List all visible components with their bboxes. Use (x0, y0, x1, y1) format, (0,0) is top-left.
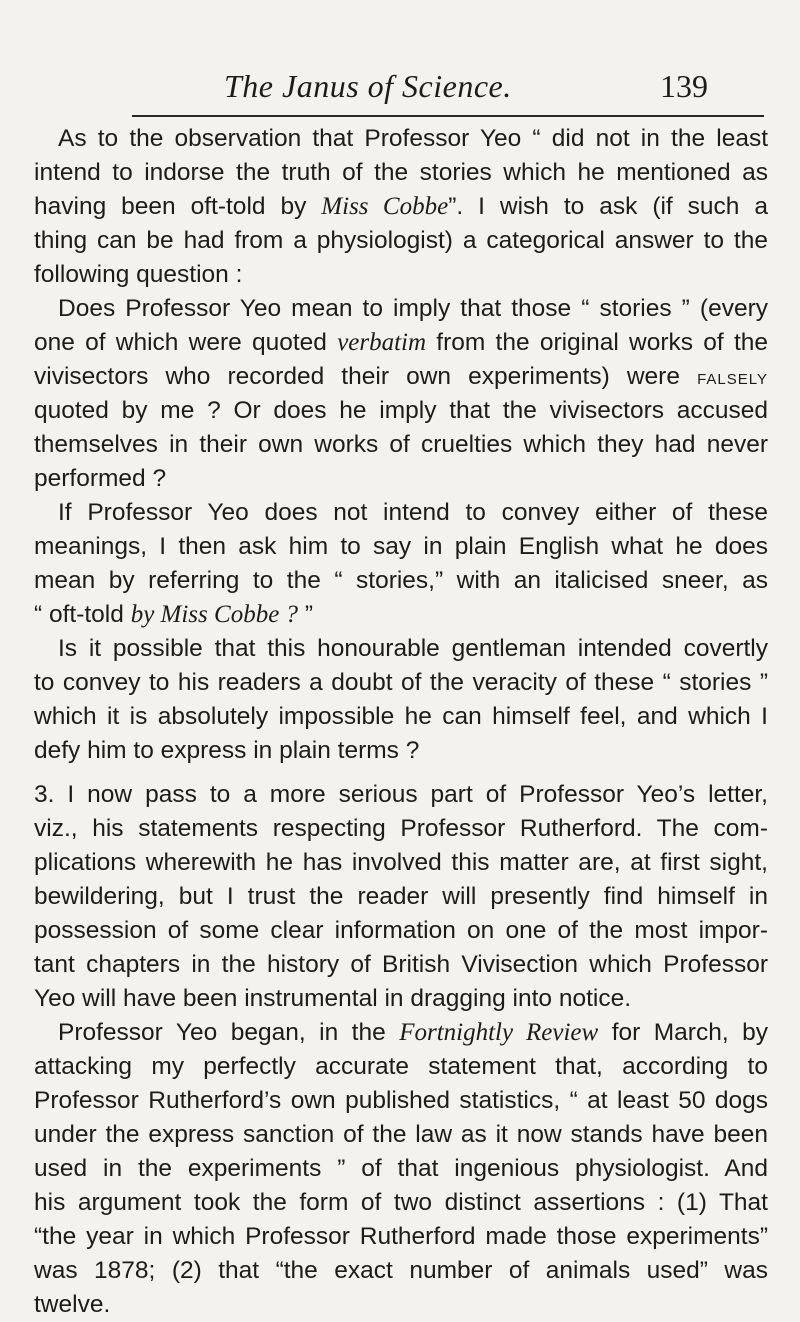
italic-word: verbatim (337, 329, 427, 356)
text-line: If Professor Yeo does not intend to convey either of these (58, 499, 768, 526)
text-line: under the express sanction of the law as it now stands have been (34, 1121, 768, 1148)
text-line: used in the experiments ” of that ingenious physiologist. And (34, 1155, 768, 1182)
header-rule (132, 115, 764, 117)
text-line: having been oft-told by Miss Cobbe”. I wish to ask (if such a (34, 193, 769, 220)
text-line: performed ? (34, 465, 167, 492)
text-line: intend to indorse the truth of the stories which he mentioned as (34, 159, 768, 186)
text-line: themselves in their own works of cruelties which they had never (34, 431, 768, 458)
text-line: meanings, I then ask him to say in plain English what he does (34, 533, 768, 560)
text-line: one of which were quoted verbatim from the original works of the (34, 329, 769, 356)
text-line: twelve. (34, 1291, 111, 1318)
italic-name: Miss Cobbe (321, 193, 449, 220)
text-line: was 1878; (2) that “the exact number of animals used” was (34, 1257, 768, 1284)
italic-phrase: by Miss Cobbe ? (130, 601, 299, 628)
text-line: to convey to his readers a doubt of the veracity of these “ stories ” (34, 669, 768, 696)
text-line: Yeo will have been instrumental in dragging into notice. (34, 985, 632, 1012)
small-caps-word: falsely (697, 364, 768, 389)
italic-title: Fortnightly Review (399, 1019, 599, 1046)
text-line: thing can be had from a physiologist) a categorical answer to the (34, 227, 768, 254)
text-line: Is it possible that this honourable gentleman intended covertly (58, 635, 768, 662)
running-title: The Janus of Science. (224, 68, 512, 104)
text-line: 3. I now pass to a more serious part of Professor Yeo’s letter, (34, 781, 768, 808)
text-line: vivisectors who recorded their own experiments) were falsely (34, 363, 768, 390)
text-line: bewildering, but I trust the reader will presently find himself in (34, 883, 768, 910)
text-line: “the year in which Professor Rutherford made those experiments” (34, 1223, 768, 1250)
text-line: defy him to express in plain terms ? (34, 737, 420, 764)
text-line: As to the observation that Professor Yeo “ did not in the least (58, 125, 768, 152)
text-line: “ oft-told by Miss Cobbe ? ” (34, 601, 314, 628)
text-line: Does Professor Yeo mean to imply that those “ stories ” (every (58, 295, 768, 322)
text-line: attacking my perfectly accurate statement that, according to (34, 1053, 768, 1080)
text-line: which it is absolutely impossible he can himself feel, and which I (34, 703, 768, 730)
text-line: viz., his statements respecting Professor Rutherford. The com- (34, 815, 768, 842)
running-head (0, 64, 800, 104)
text-line: following question : (34, 261, 243, 288)
text-line: Professor Rutherford’s own published statistics, “ at least 50 dogs (34, 1087, 768, 1114)
text-line: Professor Yeo began, in the Fortnightly Review for March, by (58, 1019, 769, 1046)
text-line: plications wherewith he has involved this matter are, at first sight, (34, 849, 768, 876)
text-line: tant chapters in the history of British Vivisection which Professor (34, 951, 768, 978)
page-number: 139 (660, 68, 708, 104)
text-line: his argument took the form of two distinct assertions : (1) That (34, 1189, 768, 1216)
text-line: mean by referring to the “ stories,” with an italicised sneer, as (34, 567, 768, 594)
text-line: quoted by me ? Or does he imply that the vivisectors accused (34, 397, 768, 424)
text-line: possession of some clear information on one of the most impor- (34, 917, 768, 944)
